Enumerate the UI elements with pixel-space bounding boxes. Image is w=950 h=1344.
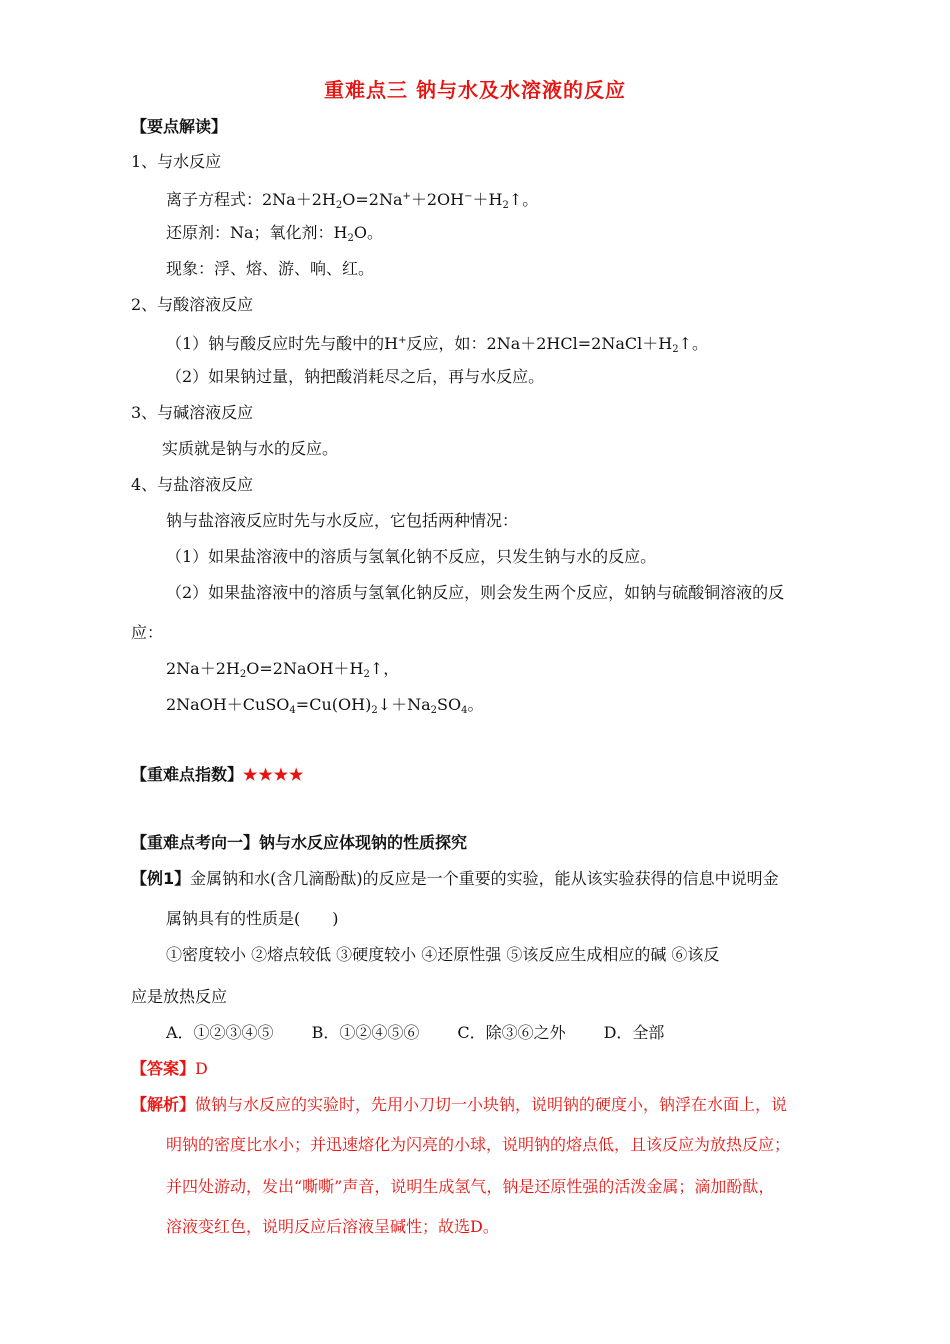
property-list: ①密度较小 ②熔点较低 ③硬度较小 ④还原性强 ⑤该反应生成相应的碱 ⑥该反 [166, 945, 720, 964]
reaction-equation-2: $2NaOH+CuSO_4=Cu(OH)_2↓+Na_2SO_4$。 [166, 695, 484, 716]
section-4-point-2-cont: 应： [131, 623, 164, 642]
section-4-point-2: （2）如果盐溶液中的溶质与氢氧化钠反应，则会发生两个反应，如钠与硫酸铜溶液的反 [166, 583, 785, 602]
answer-value: D [195, 1059, 208, 1078]
section-4-intro: 钠与盐溶液反应时先与水反应，它包括两种情况： [166, 511, 519, 530]
analysis-line-3: 并四处游动，发出“嘶嘶”声音，说明生成氢气，钠是还原性强的活泼金属；滴加酚酞， [166, 1177, 775, 1196]
direction-title: 钠与水反应体现钠的性质探究 [259, 833, 468, 852]
property-list-cont: 应是放热反应 [131, 987, 228, 1006]
analysis-line-4: 溶液变红色，说明反应后溶液呈碱性；故选D。 [166, 1217, 499, 1236]
section-3-point-1: 实质就是钠与水的反应。 [162, 439, 339, 458]
option-c: C．除③⑥之外 [457, 1023, 566, 1042]
answer [131, 1058, 208, 1080]
option-d: D．全部 [603, 1023, 665, 1042]
section-2-heading: 2、与酸溶液反应 [131, 295, 254, 314]
difficulty-index [131, 764, 304, 786]
answer-label: 【答案】 [131, 1059, 196, 1078]
page-title: 重难点三 钠与水及水溶液的反应 [324, 78, 626, 102]
example-1-question-cont: 属钠具有的性质是( ) [166, 909, 339, 928]
answer-options [166, 1022, 702, 1044]
analysis-line-2: 明钠的密度比水小；并迅速熔化为闪亮的小球，说明钠的熔点低，且该反应为放热反应； [166, 1135, 791, 1154]
section-4-heading: 4、与盐溶液反应 [131, 475, 254, 494]
reaction-equation-1: $2Na+2H_2O=2NaOH+H_2↑$， [166, 659, 400, 680]
section-3-heading: 3、与碱溶液反应 [131, 403, 254, 422]
section-2-point-2: （2）如果钠过量，钠把酸消耗尽之后，再与水反应。 [166, 367, 545, 386]
example-1-question: 【例1】金属钠和水(含几滴酚酞)的反应是一个重要的实验，能从该实验获得的信息中说明金 [131, 869, 779, 888]
analysis-line-1: 【解析】做钠与水反应的实验时，先用小刀切一小块钠，说明钠的硬度小，钠浮在水面上，说 [131, 1095, 788, 1114]
example-label: 【例1】 [131, 869, 191, 888]
analysis-label: 【解析】 [131, 1095, 196, 1114]
key-points-header: 【要点解读】 [131, 117, 228, 136]
section-1-heading: 1、与水反应 [131, 152, 222, 171]
section-4-point-1: （1）如果盐溶液中的溶质与氢氧化钠不反应，只发生钠与水的反应。 [166, 547, 657, 566]
option-a: A．①②③④⑤ [166, 1023, 274, 1042]
exam-direction-1 [131, 832, 467, 854]
direction-label: 【重难点考向一】 [131, 833, 260, 852]
phenomena: 现象：浮、熔、游、响、红。 [166, 259, 375, 278]
ionic-equation: 离子方程式：$2Na+2H_2O=2Na^++2OH^-+H_2↑$。 [166, 190, 539, 211]
redox-agents: 还原剂：Na；氧化剂：$H_2O$。 [166, 223, 383, 244]
section-2-point-1: （1）钠与酸反应时先与酸中的H+反应，如：$2Na+2HCl=2NaCl+H_2↑$。 [166, 334, 708, 355]
difficulty-label: 【重难点指数】 [131, 765, 244, 784]
option-b: B．①②④⑤⑥ [311, 1023, 420, 1042]
star-rating-icon: ★★★★ [243, 765, 305, 784]
